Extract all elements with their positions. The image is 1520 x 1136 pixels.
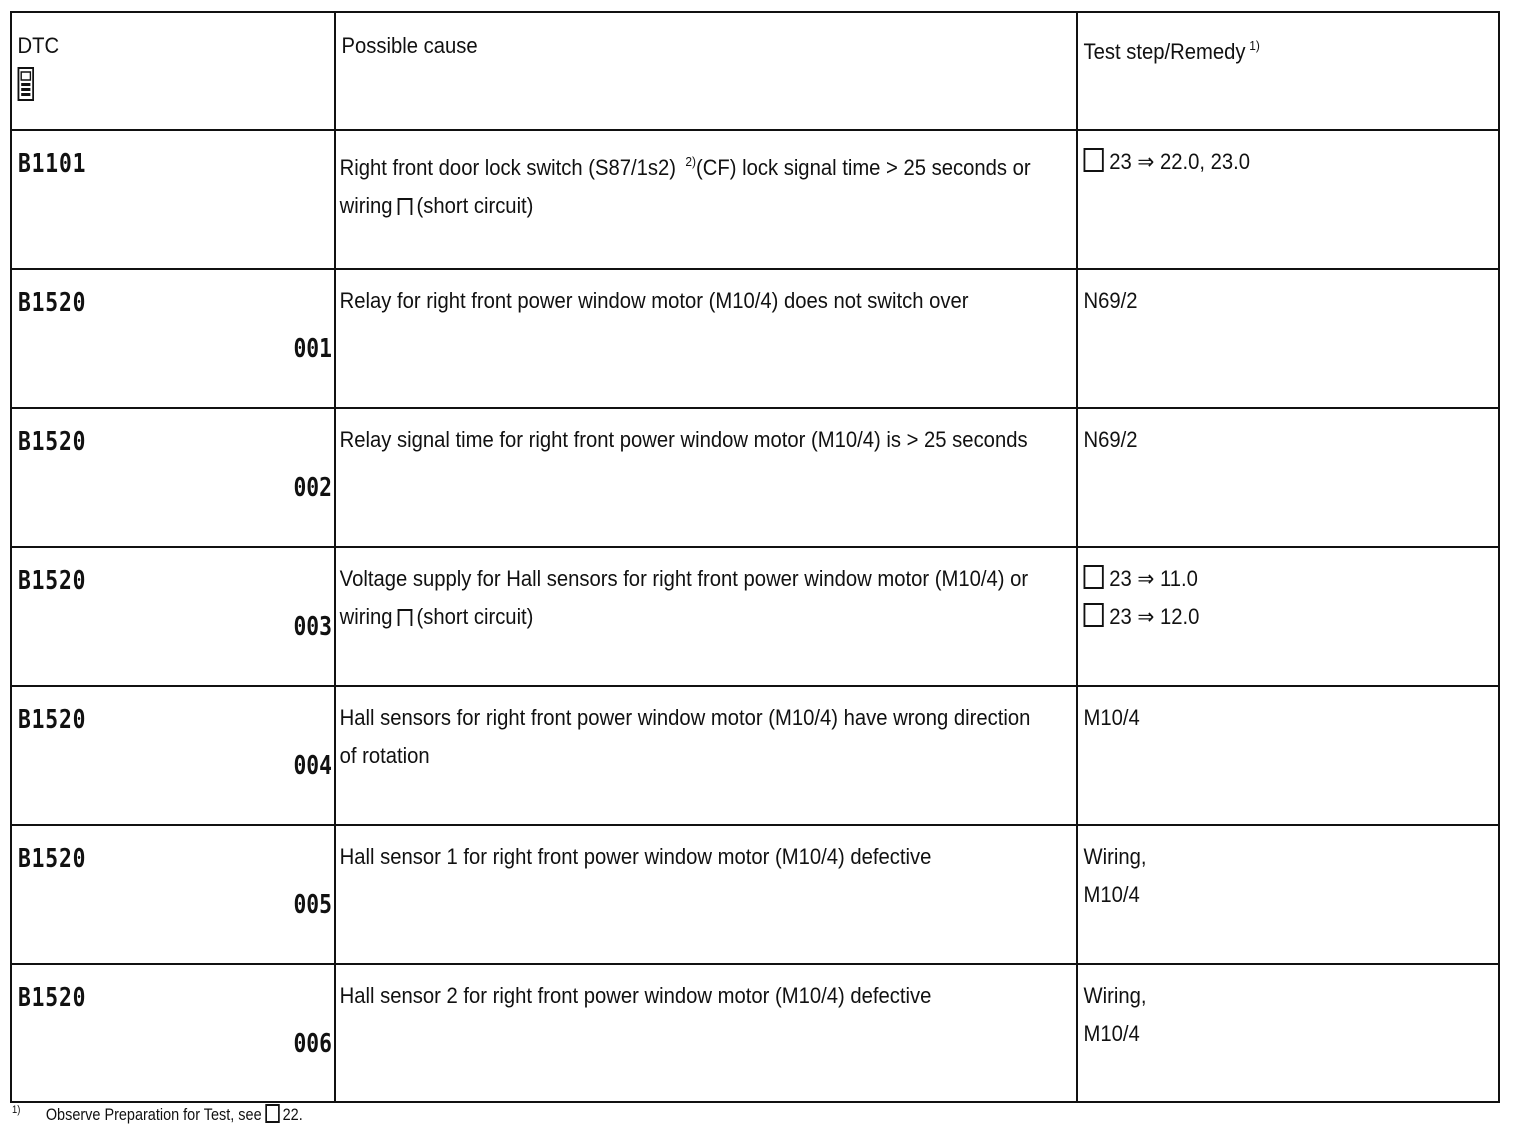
dtc-subcode: 004: [293, 751, 332, 781]
cause-cell: [335, 547, 1077, 686]
wiring-short-circuit-symbol-icon: [398, 609, 413, 626]
cause-line: Right front door lock switch (S87/1s2): [339, 155, 677, 180]
dtc-code: B1520: [18, 705, 87, 735]
cause-text: Relay for right front power window motor (M10/4) does not switch over: [339, 288, 969, 313]
dtc-code: B1101: [18, 149, 87, 179]
remedy-line: M10/4: [1083, 1021, 1140, 1046]
dtc-code: B1520: [18, 288, 87, 318]
dtc-code: B1520: [18, 983, 87, 1013]
dtc-table: [10, 11, 1500, 1103]
cause-line: (CF) lock signal time > 25 seconds or: [695, 155, 1031, 180]
remedy-cell: [1077, 964, 1499, 1102]
header-dtc-label: DTC: [17, 33, 60, 58]
header-cause-cell: [335, 12, 1077, 130]
cause-line: wiring: [339, 193, 393, 218]
remedy-line: 23 ⇒ 22.0, 23.0: [1109, 149, 1251, 174]
remedy-cell: [1077, 686, 1499, 825]
table-header-row: [11, 12, 1499, 130]
header-remedy-cell: [1077, 12, 1499, 130]
cause-line: Voltage supply for Hall sensors for right front power window motor (M10/4) or: [339, 566, 1029, 591]
cause-text: [336, 131, 1076, 225]
dtc-cell: [11, 686, 335, 825]
remedy-cell: [1077, 269, 1499, 408]
remedy-cell: [1077, 825, 1499, 964]
dtc-cell: [11, 408, 335, 547]
diagnostic-tester-icon: [18, 67, 35, 101]
cause-text: [336, 687, 1076, 775]
dtc-subcode: 002: [293, 473, 332, 503]
remedy-line: M10/4: [1083, 882, 1140, 907]
remedy-line: Wiring,: [1083, 983, 1147, 1008]
cause-text: Hall sensor 1 for right front power window motor (M10/4) defective: [339, 844, 932, 869]
footnote-text: Observe Preparation for Test, see: [45, 1105, 262, 1124]
dtc-cell: [11, 547, 335, 686]
wiring-short-circuit-symbol-icon: [398, 198, 413, 215]
header-dtc-cell: [11, 12, 335, 130]
cause-line: Hall sensors for right front power window motor (M10/4) have wrong direction: [339, 705, 1031, 730]
header-remedy-footnote-mark: 1): [1249, 38, 1260, 53]
dtc-cell: [11, 130, 335, 269]
remedy-line: 23 ⇒ 11.0: [1109, 566, 1198, 591]
table-row: [11, 408, 1499, 547]
cause-line: of rotation: [339, 743, 430, 768]
dtc-subcode: 005: [293, 890, 332, 920]
cause-line: (short circuit): [416, 604, 534, 629]
manual-reference-square-icon: [1084, 565, 1104, 589]
footnote-ref: 22.: [282, 1105, 303, 1124]
cause-text: Hall sensor 2 for right front power window motor (M10/4) defective: [339, 983, 932, 1008]
dtc-subcode: 001: [293, 334, 332, 364]
remedy-cell: [1077, 130, 1499, 269]
remedy-line: Wiring,: [1083, 844, 1147, 869]
cause-cell: [335, 130, 1077, 269]
dtc-code: B1520: [18, 427, 87, 457]
cause-cell: [335, 269, 1077, 408]
remedy-cell: [1077, 408, 1499, 547]
table-row: [11, 686, 1499, 825]
dtc-cell: [11, 964, 335, 1102]
table-row: [11, 964, 1499, 1102]
cause-line: wiring: [339, 604, 393, 629]
footnote-mark: 1): [12, 1104, 21, 1116]
dtc-cell: [11, 269, 335, 408]
header-cause-label: Possible cause: [341, 33, 478, 58]
manual-reference-square-icon: [1084, 148, 1104, 172]
header-remedy-label: Test step/Remedy: [1083, 39, 1246, 64]
cause-cell: [335, 825, 1077, 964]
dtc-cell: [11, 825, 335, 964]
cause-cell: [335, 408, 1077, 547]
manual-reference-square-icon: [1084, 603, 1104, 627]
manual-reference-square-icon: [266, 1104, 280, 1123]
cause-cell: [335, 686, 1077, 825]
remedy-line: 23 ⇒ 12.0: [1109, 604, 1200, 629]
cause-text: [336, 548, 1076, 636]
cause-line: (short circuit): [416, 193, 534, 218]
dtc-subcode: 003: [293, 612, 332, 642]
cause-text: Relay signal time for right front power window motor (M10/4) is > 25 seconds: [339, 427, 1028, 452]
table-row: [11, 547, 1499, 686]
dtc-code: B1520: [18, 566, 87, 596]
table-row: [11, 130, 1499, 269]
table-row: [11, 825, 1499, 964]
table-row: [11, 269, 1499, 408]
cause-cell: [335, 964, 1077, 1102]
dtc-subcode: 006: [293, 1029, 332, 1059]
remedy-line: N69/2: [1083, 427, 1138, 452]
dtc-code: B1520: [18, 844, 87, 874]
remedy-cell: [1077, 547, 1499, 686]
footnote: [12, 1104, 303, 1125]
cause-footnote-mark: 2): [685, 154, 696, 169]
remedy-line: M10/4: [1083, 705, 1140, 730]
remedy-line: N69/2: [1083, 288, 1138, 313]
